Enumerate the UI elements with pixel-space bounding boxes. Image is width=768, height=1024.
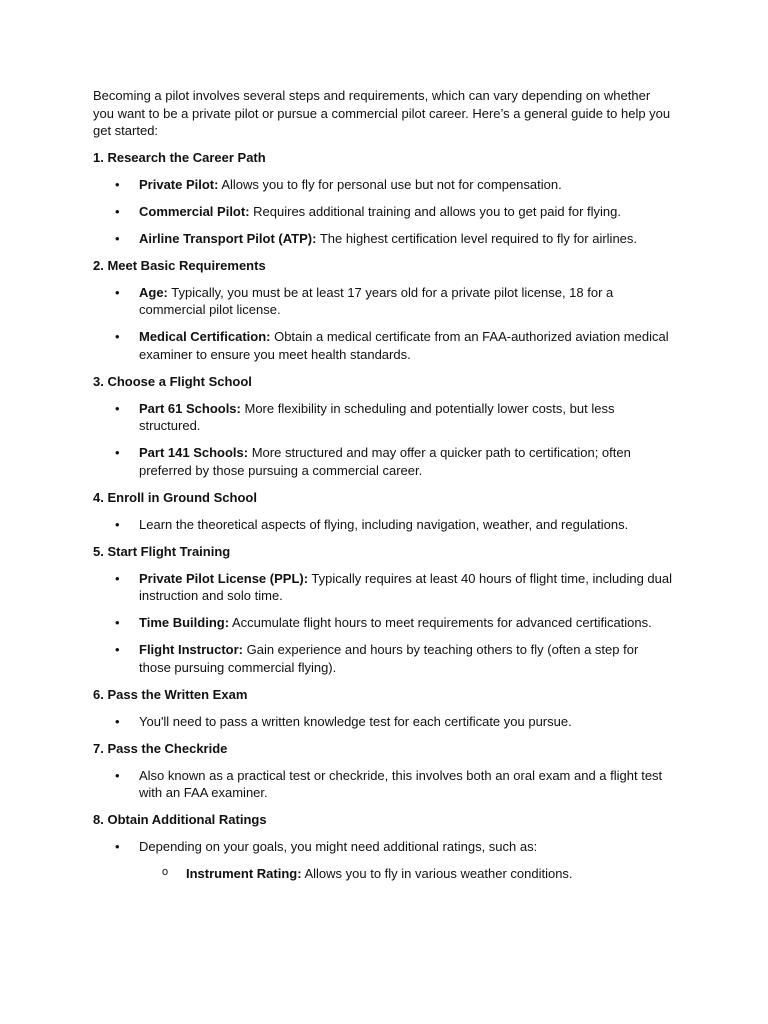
bullet-list (93, 713, 673, 731)
item-term: Private Pilot: (139, 176, 219, 192)
item-term: Time Building: (139, 615, 230, 630)
item-text: More flexibility in scheduling and potentially lower costs, but less structured. (139, 400, 615, 433)
section-flight-training (93, 543, 673, 677)
item-text: Allows you to fly for personal use but not for compensation. (218, 176, 562, 192)
item-text: Also known as a practical test or checkride, this involves both an oral exam and a flight test with an FAA examiner. (139, 767, 663, 800)
item-text: Learn the theoretical aspects of flying, including navigation, weather, and regulations. (139, 516, 629, 532)
item-text: Allows you to fly in various weather conditions. (301, 866, 573, 881)
item-text: More structured and may offer a quicker path to certification; often preferred by those pursuing a commercial career. (139, 445, 631, 478)
list-item (93, 641, 673, 676)
item-term: Instrument Rating: (186, 866, 302, 881)
item-term: Part 141 Schools: (139, 445, 249, 460)
item-text: Obtain a medical certificate from an FAA-authorized aviation medical examiner to ensure you meet health standards. (139, 329, 669, 362)
bullet-list (93, 767, 673, 802)
item-term: Airline Transport Pilot (ATP): (139, 230, 317, 246)
section-checkride (93, 740, 673, 802)
sub-list-item (139, 865, 673, 883)
bullet-list (93, 400, 673, 480)
list-item (93, 230, 673, 248)
section-heading: 4. Enroll in Ground School (93, 489, 257, 505)
section-heading: 1. Research the Career Path (93, 149, 266, 165)
section-flight-school (93, 373, 673, 480)
bullet-list (93, 570, 673, 677)
section-ground-school (93, 489, 673, 534)
item-text: Typically requires at least 40 hours of flight time, including dual instruction and solo time. (139, 570, 673, 603)
section-heading: 8. Obtain Additional Ratings (93, 812, 267, 827)
list-item (93, 713, 673, 731)
document-page (93, 87, 673, 892)
item-text: Requires additional training and allows you to get paid for flying. (249, 203, 621, 219)
section-heading: 2. Meet Basic Requirements (93, 257, 266, 273)
list-item (93, 838, 673, 883)
intro-paragraph: Becoming a pilot involves several steps and requirements, which can vary depending on whether you want to be a private pilot or pursue a commercial pilot career. Here’s a general guide to help you get started: (93, 88, 671, 138)
list-item (93, 570, 673, 605)
item-text: Typically, you must be at least 17 years old for a private pilot license, 18 for a commercial pilot license. (139, 284, 614, 317)
list-item (93, 516, 673, 534)
list-item (93, 176, 673, 194)
list-item (93, 284, 673, 319)
section-written-exam (93, 686, 673, 731)
list-item (93, 400, 673, 435)
item-term: Flight Instructor: (139, 642, 243, 657)
bullet-list (93, 838, 673, 883)
section-heading: 3. Choose a Flight School (93, 373, 252, 389)
bullet-list (93, 176, 673, 248)
item-term: Commercial Pilot: (139, 203, 250, 219)
item-text: You'll need to pass a written knowledge test for each certificate you pursue. (139, 713, 572, 729)
section-heading: 7. Pass the Checkride (93, 740, 228, 756)
list-item (93, 328, 673, 363)
item-term: Part 61 Schools: (139, 400, 241, 416)
list-item (93, 203, 673, 221)
item-text: Gain experience and hours by teaching others to fly (often a step for those pursuing commercial flying). (139, 642, 639, 675)
section-heading: 5. Start Flight Training (93, 543, 231, 559)
bullet-list (93, 284, 673, 364)
section-basic-requirements (93, 257, 673, 364)
item-term: Medical Certification: (139, 329, 271, 344)
item-text: Depending on your goals, you might need additional ratings, such as: (139, 839, 538, 854)
item-term: Private Pilot License (PPL): (139, 570, 309, 586)
section-research-career-path (93, 149, 673, 248)
sub-bullet-list (139, 865, 673, 883)
section-heading: 6. Pass the Written Exam (93, 686, 248, 702)
item-text: The highest certification level required to fly for airlines. (316, 230, 638, 246)
section-additional-ratings (93, 811, 673, 883)
list-item (93, 444, 673, 479)
bullet-list (93, 516, 673, 534)
list-item (93, 614, 673, 632)
list-item (93, 767, 673, 802)
item-term: Age: (139, 284, 168, 300)
item-text: Accumulate flight hours to meet requirements for advanced certifications. (229, 615, 652, 630)
